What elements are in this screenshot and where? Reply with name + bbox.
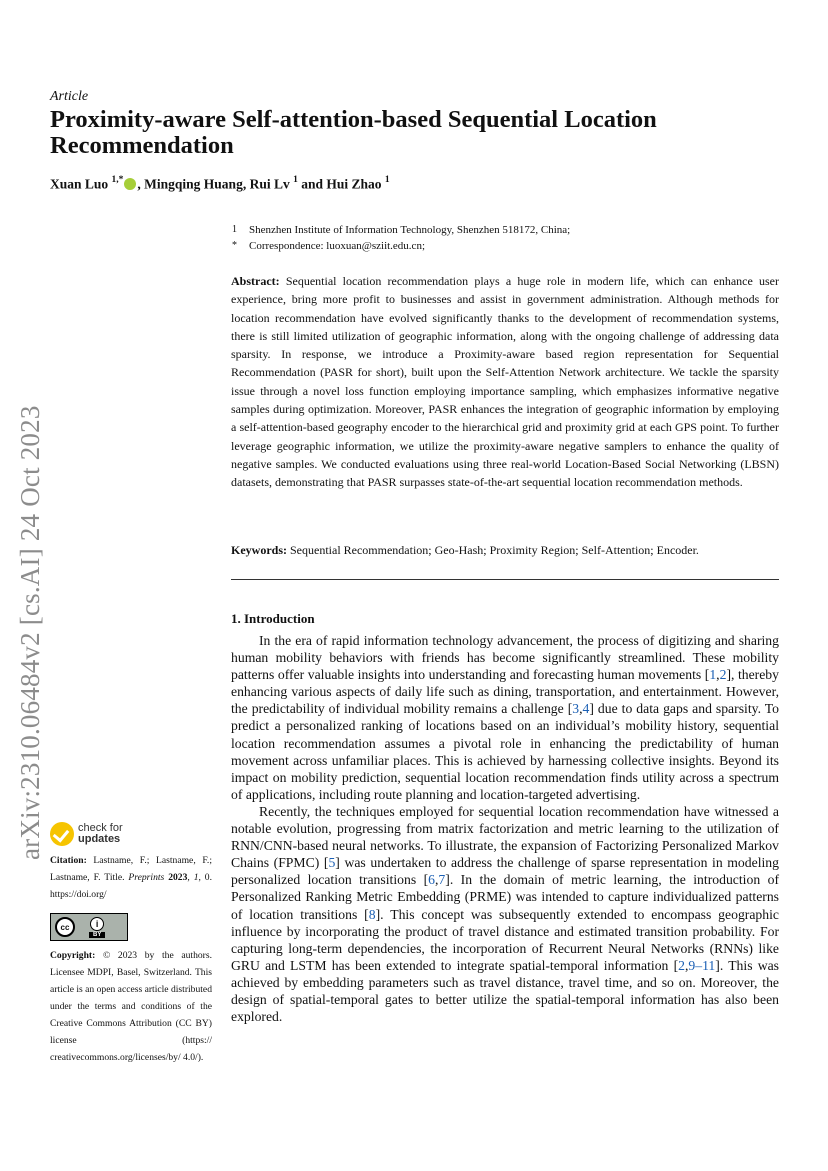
citation-link[interactable]: 1 [709,667,717,683]
arxiv-identifier-stamp: arXiv:2310.06484v2 [cs.AI] 24 Oct 2023 [15,405,45,860]
paper-title: Proximity-aware Self-attention-based Sequential Location Recommendation [50,106,657,159]
citation-link[interactable]: 8 [368,906,376,922]
section-divider [231,579,779,580]
abstract-text: Sequential location recommendation plays a huge role in modern life, which can enhance user experience, bring more profit to businesses and assist in government administration. Although methods for location recommendation have evolved significantly thanks to the development of recommendation systems, there is still limited utilization of geographic information, along with the ongoing challenge of addressing data sparsity. In response, we introduce a Proximity-aware based region representation for Sequential Recommendation (PASR for short), built upon the Self-Attention Network architecture. We tackle the sparsity issue through a novel loss function employing importance sampling, which emphasizes informative negative samples during optimization. Moreover, PASR enhances the integration of geographic information by employing a self-attention-based geography encoder to the hierarchical grid and proximity grid at each GPS point. To further leverage geographic information, we utilize the proximity-aware negative samplers to enhance the quality of negative samples. We conducted evaluations using three real-world Location-Based Social Networking (LBSN) datasets, demonstrating that PASR surpasses state-of-the-art sequential location recommendation methods. [231,274,780,490]
orcid-icon[interactable] [124,178,136,190]
section-heading: 1. Introduction [231,611,315,626]
by-label: BY [89,932,105,938]
copyright-block [50,947,212,1066]
affiliation-mark: * [232,240,237,251]
creative-commons-icon: cc [55,917,75,937]
cc-by-license-badge[interactable] [50,913,128,941]
updates-line2: updates [78,833,121,845]
author-list [50,176,390,193]
copyright-label: Copyright: [50,950,96,961]
citation-link[interactable]: 4 [582,701,590,717]
attribution-person-icon: i [90,917,104,931]
paragraph: Recently, the techniques employed for sequential location recommendation have witnessed a notable evolution, progressing from matrix factorization and metric learning to the utilization of RNN/CNN-based neural networks. To illustrate, the expansion of Factorizing Personalized Markov Chains (FPMC) [5] was undertaken to address the challenge of sparse representation in modeling personalized location transitions [6,7]. In the domain of metric learning, the introduction of Personalized Ranking Metric Embedding (PRME) was intended to capture individualized patterns of location transitions [8]. This concept was subsequently extended to encompass geographic influence by incorporating the product of travel distance and estimated transition probability. For capturing long-term dependencies, the incorporation of Recurrent Neural Networks (RNNs) like GRU and LSTM has been extended to integrate spatial-temporal information [2,9–11]. This was achieved by embedding parameters such as travel distance, travel time, and so on. Moreover, the design of spatial-temporal gates to better utilize the spatial-temporal information has also been explored. [231,803,780,1025]
paragraph: In the era of rapid information technology advancement, the process of digitizing and sharing human mobility behaviors with friends has become significantly streamlined. These mobility patterns offer valuable insights into understanding and forecasting human movements [1,2], thereby enhancing various aspects of daily life such as dining, transportation, and entertainment. However, the predictability of individual mobility remains a challenge [3,4] due to data gaps and sparsity. To predict a personalized ranking of locations based on an individual’s mobility history, sequential location recommendation assumes a pivotal role in enhancing the predictability of human movement across unfamiliar places. This is achieved by harnessing collective insights. Beyond its impact on mobility prediction, sequential location recommendation finds utility across a spectrum of applications, including route planning and location-targeted advertising. [231,633,779,802]
author-name: , Mingqing Huang, Rui Lv [137,176,290,192]
affiliation-row [232,222,570,238]
introduction-body [231,632,779,1025]
updates-line1: check for [78,822,123,834]
affiliation-mark: 1 [232,224,237,235]
keywords [231,541,779,559]
citation-link[interactable]: 3 [572,701,580,717]
author-name: Xuan Luo [50,176,109,192]
article-type: Article [50,89,89,104]
citation-link[interactable]: 9–11 [688,957,716,973]
keywords-label: Keywords: [231,543,287,557]
journal-name: Preprints [128,872,165,883]
correspondence-row [232,238,570,254]
author-affiliation-mark: 1 [293,175,298,185]
citation-link[interactable]: 5 [328,855,336,871]
citation-link[interactable]: 2 [719,667,727,683]
citation-block: Citation: Lastname, F.; Lastname, F.; Lastname, F. Title. Preprints 2023, 1, 0. https://doi.org/ [50,855,213,900]
abstract-label: Abstract: [231,274,280,288]
copyright-text: © 2023 by the authors. Licensee MDPI, Basel, Switzerland. This article is an open access article distributed under the terms and conditions of the Creative Commons Attribution (CC BY) license (https:// creativecommons.org/licenses/by/ 4.0/). [50,950,212,1063]
author-affiliation-mark: 1,* [111,175,124,185]
check-for-updates-badge[interactable] [50,822,123,846]
checkmark-icon [50,822,74,846]
author-name: and Hui Zhao [297,176,382,192]
citation-label: Citation: [50,855,87,866]
citation-link[interactable]: 2 [678,957,685,973]
affiliation-text: Shenzhen Institute of Information Technology, Shenzhen 518172, China; [249,224,571,236]
abstract [231,272,779,492]
citation-link[interactable]: 7 [438,872,446,888]
correspondence-text: Correspondence: luoxuan@sziit.edu.cn; [249,240,425,252]
author-affiliation-mark: 1 [384,175,390,185]
citation-link[interactable]: 6 [428,872,435,888]
affiliations [232,222,570,254]
keywords-text: Sequential Recommendation; Geo-Hash; Proximity Region; Self-Attention; Encoder. [290,543,699,557]
